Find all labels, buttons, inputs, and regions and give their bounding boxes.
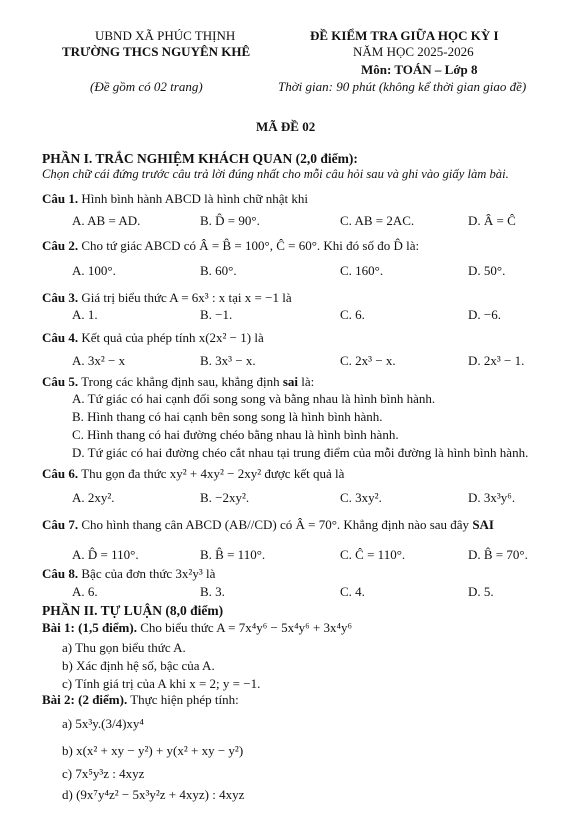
q3-option-b: B. −1. xyxy=(200,307,233,322)
q8-option-a: A. 6. xyxy=(72,584,98,599)
q1-option-d: D. Â = Ĉ xyxy=(468,213,516,228)
q3-option-a: A. 1. xyxy=(72,307,98,322)
school-name: TRƯỜNG THCS NGUYÊN KHÊ xyxy=(62,44,251,59)
q4-option-a: A. 3x² − x xyxy=(72,353,126,368)
exercise-2-a: a) 5x³y.(3/4)xy⁴ xyxy=(62,716,144,731)
question-2: Câu 2. Cho tứ giác ABCD có Â = B̂ = 100°, Ĉ = 60°. Khi đó số đo D̂ là: xyxy=(42,238,420,253)
q2-option-b: B. 60°. xyxy=(200,263,237,278)
q4-option-d: D. 2x³ − 1. xyxy=(468,353,525,368)
q2-option-c: C. 160°. xyxy=(340,263,384,278)
exam-code: MÃ ĐỀ 02 xyxy=(256,119,316,134)
q6-option-a: A. 2xy². xyxy=(72,490,115,505)
exercise-2-d: d) (9x⁷y⁴z² − 5x³y²z + 4xyz) : 4xyz xyxy=(62,787,245,802)
q7-option-a: A. D̂ = 110°. xyxy=(72,547,139,562)
q5-option-b: B. Hình thang có hai cạnh bên song song là hình bình hành. xyxy=(72,409,383,424)
q8-option-b: B. 3. xyxy=(200,584,225,599)
question-1: Câu 1. Hình bình hành ABCD là hình chữ nhật khi xyxy=(42,191,308,206)
q7-option-d: D. B̂ = 70°. xyxy=(468,547,528,562)
exercise-1-a: a) Thu gọn biểu thức A. xyxy=(62,640,186,655)
exam-duration: Thời gian: 90 phút (không kể thời gian giao đề) xyxy=(278,79,527,94)
q5-option-a: A. Tứ giác có hai cạnh đối song song và bằng nhau là hình bình hành. xyxy=(72,391,436,406)
q2-option-a: A. 100°. xyxy=(72,263,116,278)
part2-title: PHẦN II. TỰ LUẬN (8,0 điểm) xyxy=(42,603,224,618)
q1-option-a: A. AB = AD. xyxy=(72,213,141,228)
exercise-1-b: b) Xác định hệ số, bậc của A. xyxy=(62,658,215,673)
exercise-1: Bài 1: (1,5 điểm). Cho biểu thức A = 7x⁴y⁶ − 5x⁴y⁶ + 3x⁴y⁶ xyxy=(42,620,353,635)
school-year: NĂM HỌC 2025-2026 xyxy=(353,44,474,59)
question-7: Câu 7. Cho hình thang cân ABCD (AB//CD) có Â = 70°. Khẳng định nào sau đây SAI xyxy=(42,517,494,532)
question-6: Câu 6. Thu gọn đa thức xy² + 4xy² − 2xy² được kết quả là xyxy=(42,466,345,481)
q7-option-c: C. Ĉ = 110°. xyxy=(340,547,406,562)
question-5: Câu 5. Trong các khẳng định sau, khẳng định sai là: xyxy=(42,374,315,389)
part1-title: PHẦN I. TRẮC NGHIỆM KHÁCH QUAN (2,0 điểm): xyxy=(42,151,358,166)
q2-option-d: D. 50°. xyxy=(468,263,506,278)
school-committee: UBND XÃ PHÚC THỊNH xyxy=(95,28,236,43)
subject: Môn: TOÁN – Lớp 8 xyxy=(361,62,478,77)
question-3: Câu 3. Giá trị biểu thức A = 6x³ : x tại x = −1 là xyxy=(42,290,292,305)
q8-option-c: C. 4. xyxy=(340,584,365,599)
question-8: Câu 8. Bậc của đơn thức 3x²y³ là xyxy=(42,566,216,581)
q8-option-d: D. 5. xyxy=(468,584,494,599)
exam-title: ĐỀ KIỂM TRA GIỮA HỌC KỲ I xyxy=(310,28,499,43)
q5-option-d: D. Tứ giác có hai đường chéo cắt nhau tại trung điểm của mỗi đường là hình bình hành. xyxy=(72,445,529,460)
q3-option-c: C. 6. xyxy=(340,307,365,322)
q6-option-d: D. 3x³y⁶. xyxy=(468,490,516,505)
page-count-note: (Đề gồm có 02 trang) xyxy=(90,79,203,94)
q1-option-b: B. D̂ = 90°. xyxy=(200,213,260,228)
part1-instruction: Chọn chữ cái đứng trước câu trả lời đúng nhất cho mỗi câu hỏi sau và ghi vào giấy làm bài. xyxy=(42,167,509,181)
q4-option-b: B. 3x³ − x. xyxy=(200,353,256,368)
q6-option-b: B. −2xy². xyxy=(200,490,250,505)
q4-option-c: C. 2x³ − x. xyxy=(340,353,396,368)
exercise-2-c: c) 7x⁵y³z : 4xyz xyxy=(62,766,145,781)
q7-option-b: B. B̂ = 110°. xyxy=(200,547,266,562)
exercise-2-b: b) x(x² + xy − y²) + y(x² + xy − y²) xyxy=(62,743,244,758)
q5-option-c: C. Hình thang có hai đường chéo bằng nhau là hình bình hành. xyxy=(72,427,399,442)
q6-option-c: C. 3xy². xyxy=(340,490,382,505)
q3-option-d: D. −6. xyxy=(468,307,501,322)
question-4: Câu 4. Kết quả của phép tính x(2x² − 1) là xyxy=(42,330,264,345)
q1-option-c: C. AB = 2AC. xyxy=(340,213,415,228)
exercise-1-c: c) Tính giá trị của A khi x = 2; y = −1. xyxy=(62,676,261,691)
exercise-2: Bài 2: (2 điểm). Thực hiện phép tính: xyxy=(42,692,239,707)
